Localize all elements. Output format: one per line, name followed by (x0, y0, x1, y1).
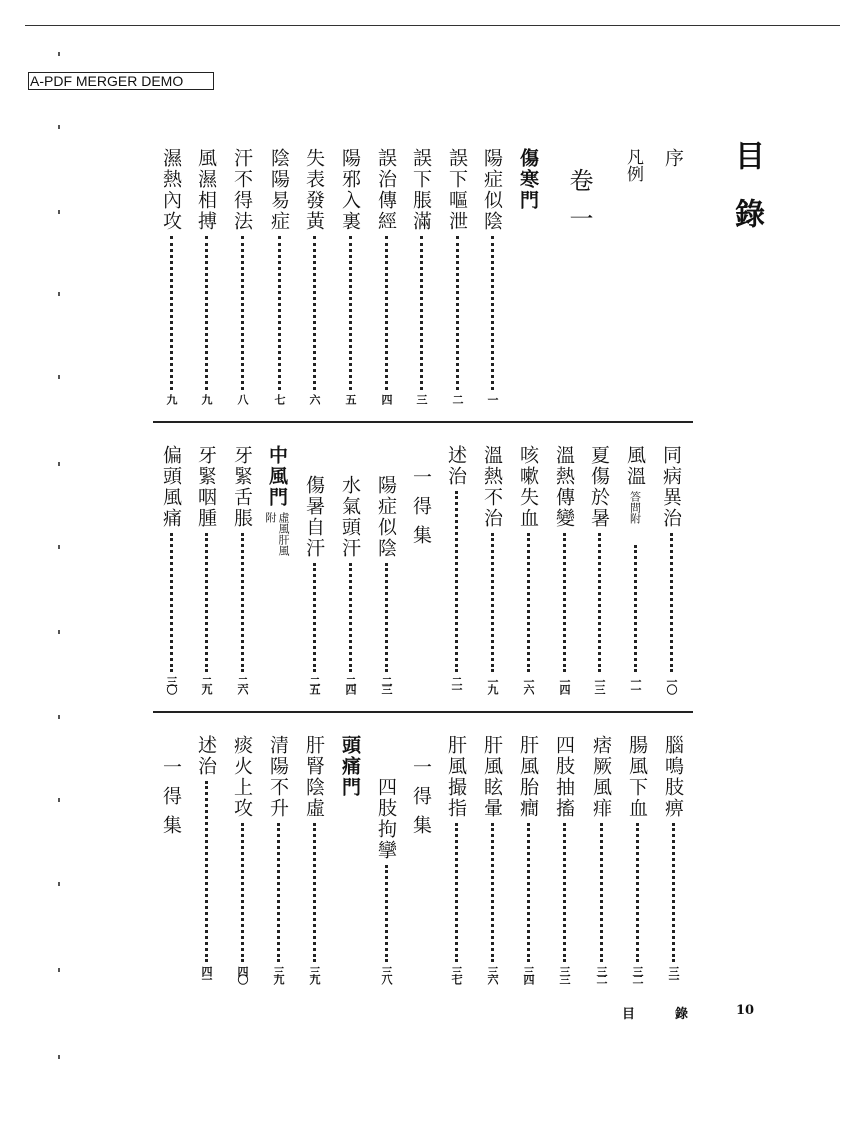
toc-entry (158, 445, 184, 692)
page-title: 目錄 (729, 140, 764, 256)
section-divider (153, 711, 693, 713)
entry-page-number: 二三 (380, 676, 393, 692)
dot-leader (670, 533, 673, 672)
toc-heading (337, 735, 363, 982)
toc-entry (229, 445, 255, 692)
entry-page-number: 二九 (200, 676, 213, 692)
entry-title: 四肢抽搐 (553, 735, 575, 819)
entry-page-number: 二四 (344, 676, 357, 692)
toc-entry (620, 148, 646, 402)
scan-speck (58, 1055, 60, 1059)
scan-speck (58, 882, 60, 886)
toc-entry (301, 475, 327, 692)
footer-left-text: 目 (622, 1007, 636, 1022)
entry-title: 一得集 (160, 757, 182, 844)
dot-leader (563, 823, 566, 962)
entry-title: 誤下嘔泄 (446, 148, 468, 232)
entry-page-number: 三六 (486, 966, 499, 982)
page-number: 10 (736, 1003, 755, 1018)
dot-leader (672, 823, 675, 962)
toc-entry (588, 735, 614, 982)
entry-page-number: 一一 (629, 676, 642, 692)
entry-page-number: 二六 (236, 676, 249, 692)
entry-page-number: 三二 (631, 966, 644, 982)
entry-title: 溫熱傳變 (553, 445, 575, 529)
toc-heading (566, 168, 592, 402)
entry-title: 陽症似陰 (375, 475, 397, 559)
entry-title: 肝風胎癎 (517, 735, 539, 819)
entry-page-number: 七 (273, 394, 286, 402)
entry-title: 一得集 (410, 757, 432, 844)
dot-leader (241, 533, 244, 672)
dot-leader (456, 236, 459, 390)
scan-speck (58, 210, 60, 214)
dot-leader (313, 563, 316, 672)
dot-leader (385, 563, 388, 672)
dot-leader (600, 823, 603, 962)
entry-title: 腸風下血 (626, 735, 648, 819)
toc-entry (551, 445, 577, 692)
entry-page-number: 一四 (558, 676, 571, 692)
dot-leader (170, 533, 173, 672)
dot-leader (349, 236, 352, 390)
toc-entry (515, 445, 541, 692)
entry-title: 傷暑自汗 (303, 475, 325, 559)
entry-title: 陽邪入裏 (339, 148, 361, 232)
scan-speck (58, 968, 60, 972)
top-border-line (25, 25, 840, 26)
dot-leader (563, 533, 566, 672)
dot-leader (598, 533, 601, 672)
dot-leader (491, 236, 494, 390)
entry-title: 清陽不升 (267, 735, 289, 819)
entry-title: 牙緊舌脹 (231, 445, 253, 529)
toc-entry (660, 148, 686, 402)
dot-leader (241, 236, 244, 390)
entry-page-number: 三 (415, 394, 428, 402)
toc-entry (373, 475, 399, 692)
entry-page-number: 六 (308, 394, 321, 402)
entry-title: 一得集 (410, 467, 432, 554)
scan-speck (58, 545, 60, 549)
dot-leader (205, 236, 208, 390)
scan-speck (58, 125, 60, 129)
dot-leader (491, 823, 494, 962)
entry-note: 虛風肝風附 (264, 512, 290, 556)
dot-leader (278, 236, 281, 390)
entry-title: 肝風眩暈 (481, 735, 503, 819)
entry-page-number: 一〇 (665, 676, 678, 692)
entry-title: 溫熱不治 (481, 445, 503, 529)
entry-page-number: 三九 (272, 966, 285, 982)
toc-entry (266, 148, 292, 402)
entry-title: 偏頭風痛 (160, 445, 182, 529)
scan-speck (58, 462, 60, 466)
toc-entry (337, 475, 363, 692)
toc-heading (264, 445, 290, 692)
entry-page-number: 四 (380, 394, 393, 402)
entry-page-number: 二 (451, 394, 464, 402)
dot-leader (205, 533, 208, 672)
toc-entry (373, 777, 399, 982)
entry-page-number: 一六 (522, 676, 535, 692)
scan-speck (58, 52, 60, 56)
entry-title: 述治 (445, 445, 467, 487)
toc-entry (229, 735, 255, 982)
entry-title: 陽症似陰 (481, 148, 503, 232)
scan-speck (58, 630, 60, 634)
dot-leader (170, 236, 173, 390)
dot-leader (634, 545, 637, 672)
entry-title: 同病異治 (660, 445, 682, 529)
dot-leader (491, 533, 494, 672)
dot-leader (527, 823, 530, 962)
dot-leader (313, 236, 316, 390)
entry-title: 濕熱內攻 (160, 148, 182, 232)
entry-page-number: 八 (236, 394, 249, 402)
entry-page-number: 五 (344, 394, 357, 402)
entry-title: 卷一 (565, 168, 593, 244)
toc-entry (408, 148, 434, 402)
entry-title: 痰火上攻 (231, 735, 253, 819)
entry-title: 傷寒門 (517, 148, 539, 211)
toc-entry (622, 445, 648, 692)
toc-entry (373, 148, 399, 402)
entry-title: 頭痛門 (339, 735, 361, 798)
entry-page-number: 九 (165, 394, 178, 402)
entry-page-number: 一九 (486, 676, 499, 692)
dot-leader (241, 823, 244, 962)
toc-entry (479, 735, 505, 982)
toc-entry (158, 148, 184, 402)
toc-entry (443, 735, 469, 982)
toc-entry (193, 735, 219, 982)
toc-entry (660, 735, 686, 982)
entry-title: 水氣頭汗 (339, 475, 361, 559)
entry-title: 四肢拘攣 (375, 777, 397, 861)
entry-page-number: 三一 (667, 966, 680, 982)
toc-entry (193, 445, 219, 692)
toc-entry (229, 148, 255, 402)
toc-entry (265, 735, 291, 982)
dot-leader (385, 236, 388, 390)
toc-entry (193, 148, 219, 402)
toc-entry (586, 445, 612, 692)
entry-page-number: 九 (200, 394, 213, 402)
entry-title: 誤治傳經 (375, 148, 397, 232)
dot-leader (349, 563, 352, 672)
toc-entry (551, 735, 577, 982)
dot-leader (527, 533, 530, 672)
entry-page-number: 三九 (308, 966, 321, 982)
toc-entry (337, 148, 363, 402)
entry-title: 失表發黃 (303, 148, 325, 232)
entry-page-number: 二一 (450, 676, 463, 692)
toc-heading (408, 467, 434, 692)
entry-title: 陰陽易症 (268, 148, 290, 232)
entry-title: 風濕相搏 (195, 148, 217, 232)
entry-page-number: 四〇 (236, 966, 249, 982)
entry-page-number: 三二 (595, 966, 608, 982)
dot-leader (313, 823, 316, 962)
entry-title: 誤下脹滿 (410, 148, 432, 232)
entry-title: 凡例 (623, 148, 643, 182)
entry-page-number: 三〇 (165, 676, 178, 692)
dot-leader (385, 865, 388, 962)
entry-title: 風溫 (624, 445, 646, 487)
dot-leader (636, 823, 639, 962)
entry-title: 牙緊咽腫 (195, 445, 217, 529)
toc-heading (408, 757, 434, 982)
entry-page-number: 三四 (522, 966, 535, 982)
entry-page-number: 一三 (593, 676, 606, 692)
toc-entry (658, 445, 684, 692)
entry-page-number: 一 (486, 394, 499, 402)
entry-title: 夏傷於暑 (588, 445, 610, 529)
entry-title: 咳嗽失血 (517, 445, 539, 529)
entry-title: 述治 (195, 735, 217, 777)
entry-note: 答問附 (628, 491, 642, 524)
dot-leader (205, 781, 208, 962)
toc-entry (479, 148, 505, 402)
toc-entry (624, 735, 650, 982)
scan-speck (58, 375, 60, 379)
dot-leader (420, 236, 423, 390)
entry-page-number: 三三 (558, 966, 571, 982)
toc-entry (444, 148, 470, 402)
toc-heading (515, 148, 541, 402)
toc-entry (479, 445, 505, 692)
entry-page-number: 二五 (308, 676, 321, 692)
scan-speck (58, 715, 60, 719)
dot-leader (455, 491, 458, 672)
scan-speck (58, 798, 60, 802)
dot-leader (455, 823, 458, 962)
toc-entry (515, 735, 541, 982)
entry-title: 痞厥風痱 (590, 735, 612, 819)
watermark-label: A-PDF MERGER DEMO (28, 72, 214, 90)
entry-title: 中風門 (266, 445, 288, 508)
entry-title: 序 (662, 148, 684, 169)
entry-title: 肝腎陰虛 (303, 735, 325, 819)
toc-entry (301, 735, 327, 982)
scan-speck (58, 292, 60, 296)
toc-entry (301, 148, 327, 402)
toc-heading (158, 757, 184, 982)
dot-leader (277, 823, 280, 962)
entry-page-number: 三八 (380, 966, 393, 982)
entry-title: 腦鳴肢痹 (662, 735, 684, 819)
entry-title: 肝風撮指 (445, 735, 467, 819)
footer-mid-text: 錄 (675, 1007, 689, 1022)
entry-page-number: 三七 (450, 966, 463, 982)
section-divider (153, 421, 693, 423)
toc-entry (443, 445, 469, 692)
entry-title: 汗不得法 (231, 148, 253, 232)
entry-page-number: 四一 (200, 966, 213, 982)
